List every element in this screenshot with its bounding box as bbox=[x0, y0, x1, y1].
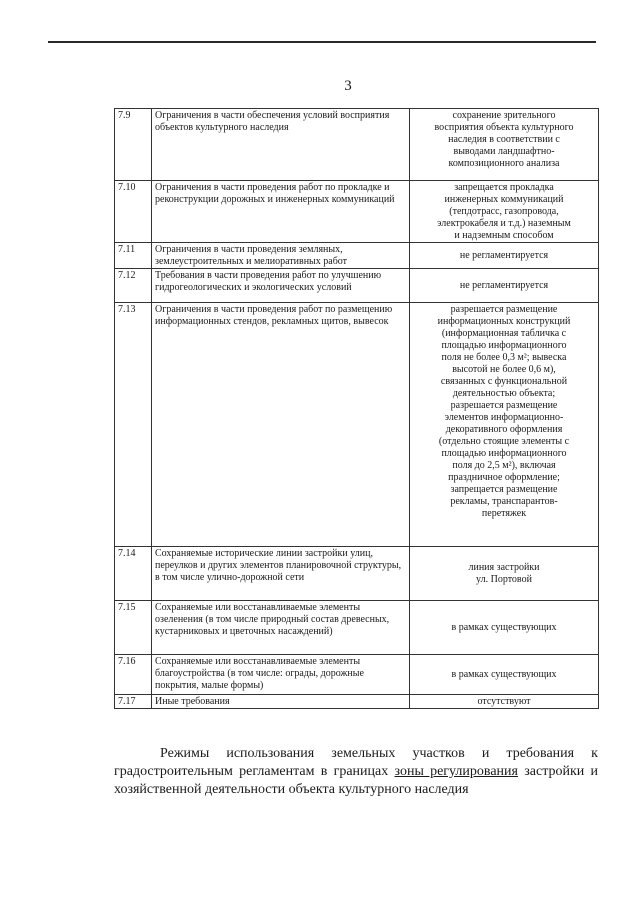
value-line: в рамках существующих bbox=[451, 622, 557, 633]
row-requirement: Ограничения в части проведения работ по размещению информационных стендов, рекламных щитов, вывесок bbox=[152, 303, 410, 547]
value-line: деятельностью объекта; bbox=[452, 388, 556, 399]
value-line: композиционного анализа bbox=[448, 158, 560, 169]
row-value bbox=[410, 695, 599, 709]
row-value bbox=[410, 181, 599, 243]
value-line: отсутствуют bbox=[477, 696, 531, 707]
value-line: не регламентируется bbox=[459, 250, 549, 261]
row-value bbox=[410, 601, 599, 655]
value-line: разрешается размещение bbox=[450, 400, 558, 411]
table-row bbox=[115, 243, 599, 269]
row-number: 7.9 bbox=[115, 109, 152, 181]
row-number: 7.11 bbox=[115, 243, 152, 269]
header-rule bbox=[48, 41, 596, 43]
value-line: элементов информационно- bbox=[444, 412, 564, 423]
value-line: не регламентируется bbox=[459, 280, 549, 291]
row-value bbox=[410, 303, 599, 547]
value-line: электрокабеля и т.д.) наземным bbox=[437, 218, 571, 229]
table-row bbox=[115, 303, 599, 547]
section-paragraph bbox=[114, 745, 598, 799]
row-requirement: Сохраняемые исторические линии застройки улиц, переулков и других элементов планировочной структуры, в том числе улично-дорожной сети bbox=[152, 547, 410, 601]
value-line: сохранение зрительного bbox=[452, 110, 556, 121]
table-row bbox=[115, 601, 599, 655]
row-value bbox=[410, 243, 599, 269]
value-line: перетяжек bbox=[481, 508, 527, 519]
value-line: связанных с функциональной bbox=[440, 376, 568, 387]
value-line: праздничное оформление; bbox=[448, 472, 560, 483]
paragraph-text-end: застройки и хозяйственной деятельности объекта культурного наследия bbox=[114, 764, 599, 797]
paragraph-underlined-text: зоны регулирования bbox=[394, 764, 518, 779]
row-value bbox=[410, 109, 599, 181]
row-number: 7.10 bbox=[115, 181, 152, 243]
value-line: инженерных коммуникаций bbox=[444, 194, 564, 205]
table-row bbox=[115, 695, 599, 709]
value-line: поля не более 0,3 м²; вывеска bbox=[441, 352, 567, 363]
value-line: наследия в соответствии с bbox=[448, 134, 560, 145]
row-number: 7.15 bbox=[115, 601, 152, 655]
table-row bbox=[115, 109, 599, 181]
row-requirement: Ограничения в части обеспечения условий восприятия объектов культурного наследия bbox=[152, 109, 410, 181]
row-number: 7.16 bbox=[115, 655, 152, 695]
value-line: разрешается размещение bbox=[450, 304, 558, 315]
table-row bbox=[115, 181, 599, 243]
value-line: (тепдотрасс, газопровода, bbox=[449, 206, 559, 217]
value-line: площадью информационного bbox=[441, 448, 567, 459]
value-line: в рамках существующих bbox=[451, 669, 557, 680]
row-value bbox=[410, 655, 599, 695]
row-number: 7.12 bbox=[115, 269, 152, 303]
value-line: ул. Портовой bbox=[476, 574, 532, 585]
value-line: поля до 2,5 м²), включая bbox=[452, 460, 556, 471]
value-line: и надземным способом bbox=[454, 230, 554, 241]
value-line: восприятия объекта культурного bbox=[434, 122, 574, 133]
row-requirement: Сохраняемые или восстанавливаемые элементы озеленения (в том числе природный состав древесных, кустарниковых и цветочных насаждений) bbox=[152, 601, 410, 655]
regulations-table bbox=[114, 108, 599, 709]
paragraph-text-start: Режимы использования земельных участков и требования к градостроительным регламентам в границах bbox=[114, 746, 598, 779]
row-requirement: Сохраняемые или восстанавливаемые элементы благоустройства (в том числе: ограды, дорожные покрытия, малые формы) bbox=[152, 655, 410, 695]
value-line: выводами ландшафтно- bbox=[453, 146, 555, 157]
row-requirement: Иные требования bbox=[152, 695, 410, 709]
row-value bbox=[410, 547, 599, 601]
row-number: 7.13 bbox=[115, 303, 152, 547]
value-line: запрещается прокладка bbox=[454, 182, 554, 193]
value-line: запрещается размещение bbox=[450, 484, 558, 495]
page-number: 3 bbox=[344, 78, 352, 94]
row-requirement: Ограничения в части проведения работ по прокладке и реконструкции дорожных и инженерных коммуникаций bbox=[152, 181, 410, 243]
value-line: высотой не более 0,6 м), bbox=[452, 364, 556, 375]
value-line: (отдельно стоящие элементы с bbox=[438, 436, 570, 447]
row-number: 7.14 bbox=[115, 547, 152, 601]
row-value bbox=[410, 269, 599, 303]
value-line: линия застройки bbox=[468, 562, 540, 573]
value-line: (информационная табличка с bbox=[441, 328, 567, 339]
table-row bbox=[115, 655, 599, 695]
row-requirement: Требования в части проведения работ по улучшению гидрогеологических и экологических условий bbox=[152, 269, 410, 303]
table-row bbox=[115, 269, 599, 303]
value-line: информационных конструкций bbox=[437, 316, 571, 327]
row-requirement: Ограничения в части проведения земляных, землеустроительных и мелиоративных работ bbox=[152, 243, 410, 269]
table-row bbox=[115, 547, 599, 601]
value-line: рекламы, транспарантов- bbox=[450, 496, 558, 507]
row-number: 7.17 bbox=[115, 695, 152, 709]
value-line: декоративного оформления bbox=[445, 424, 563, 435]
value-line: площадью информационного bbox=[441, 340, 567, 351]
